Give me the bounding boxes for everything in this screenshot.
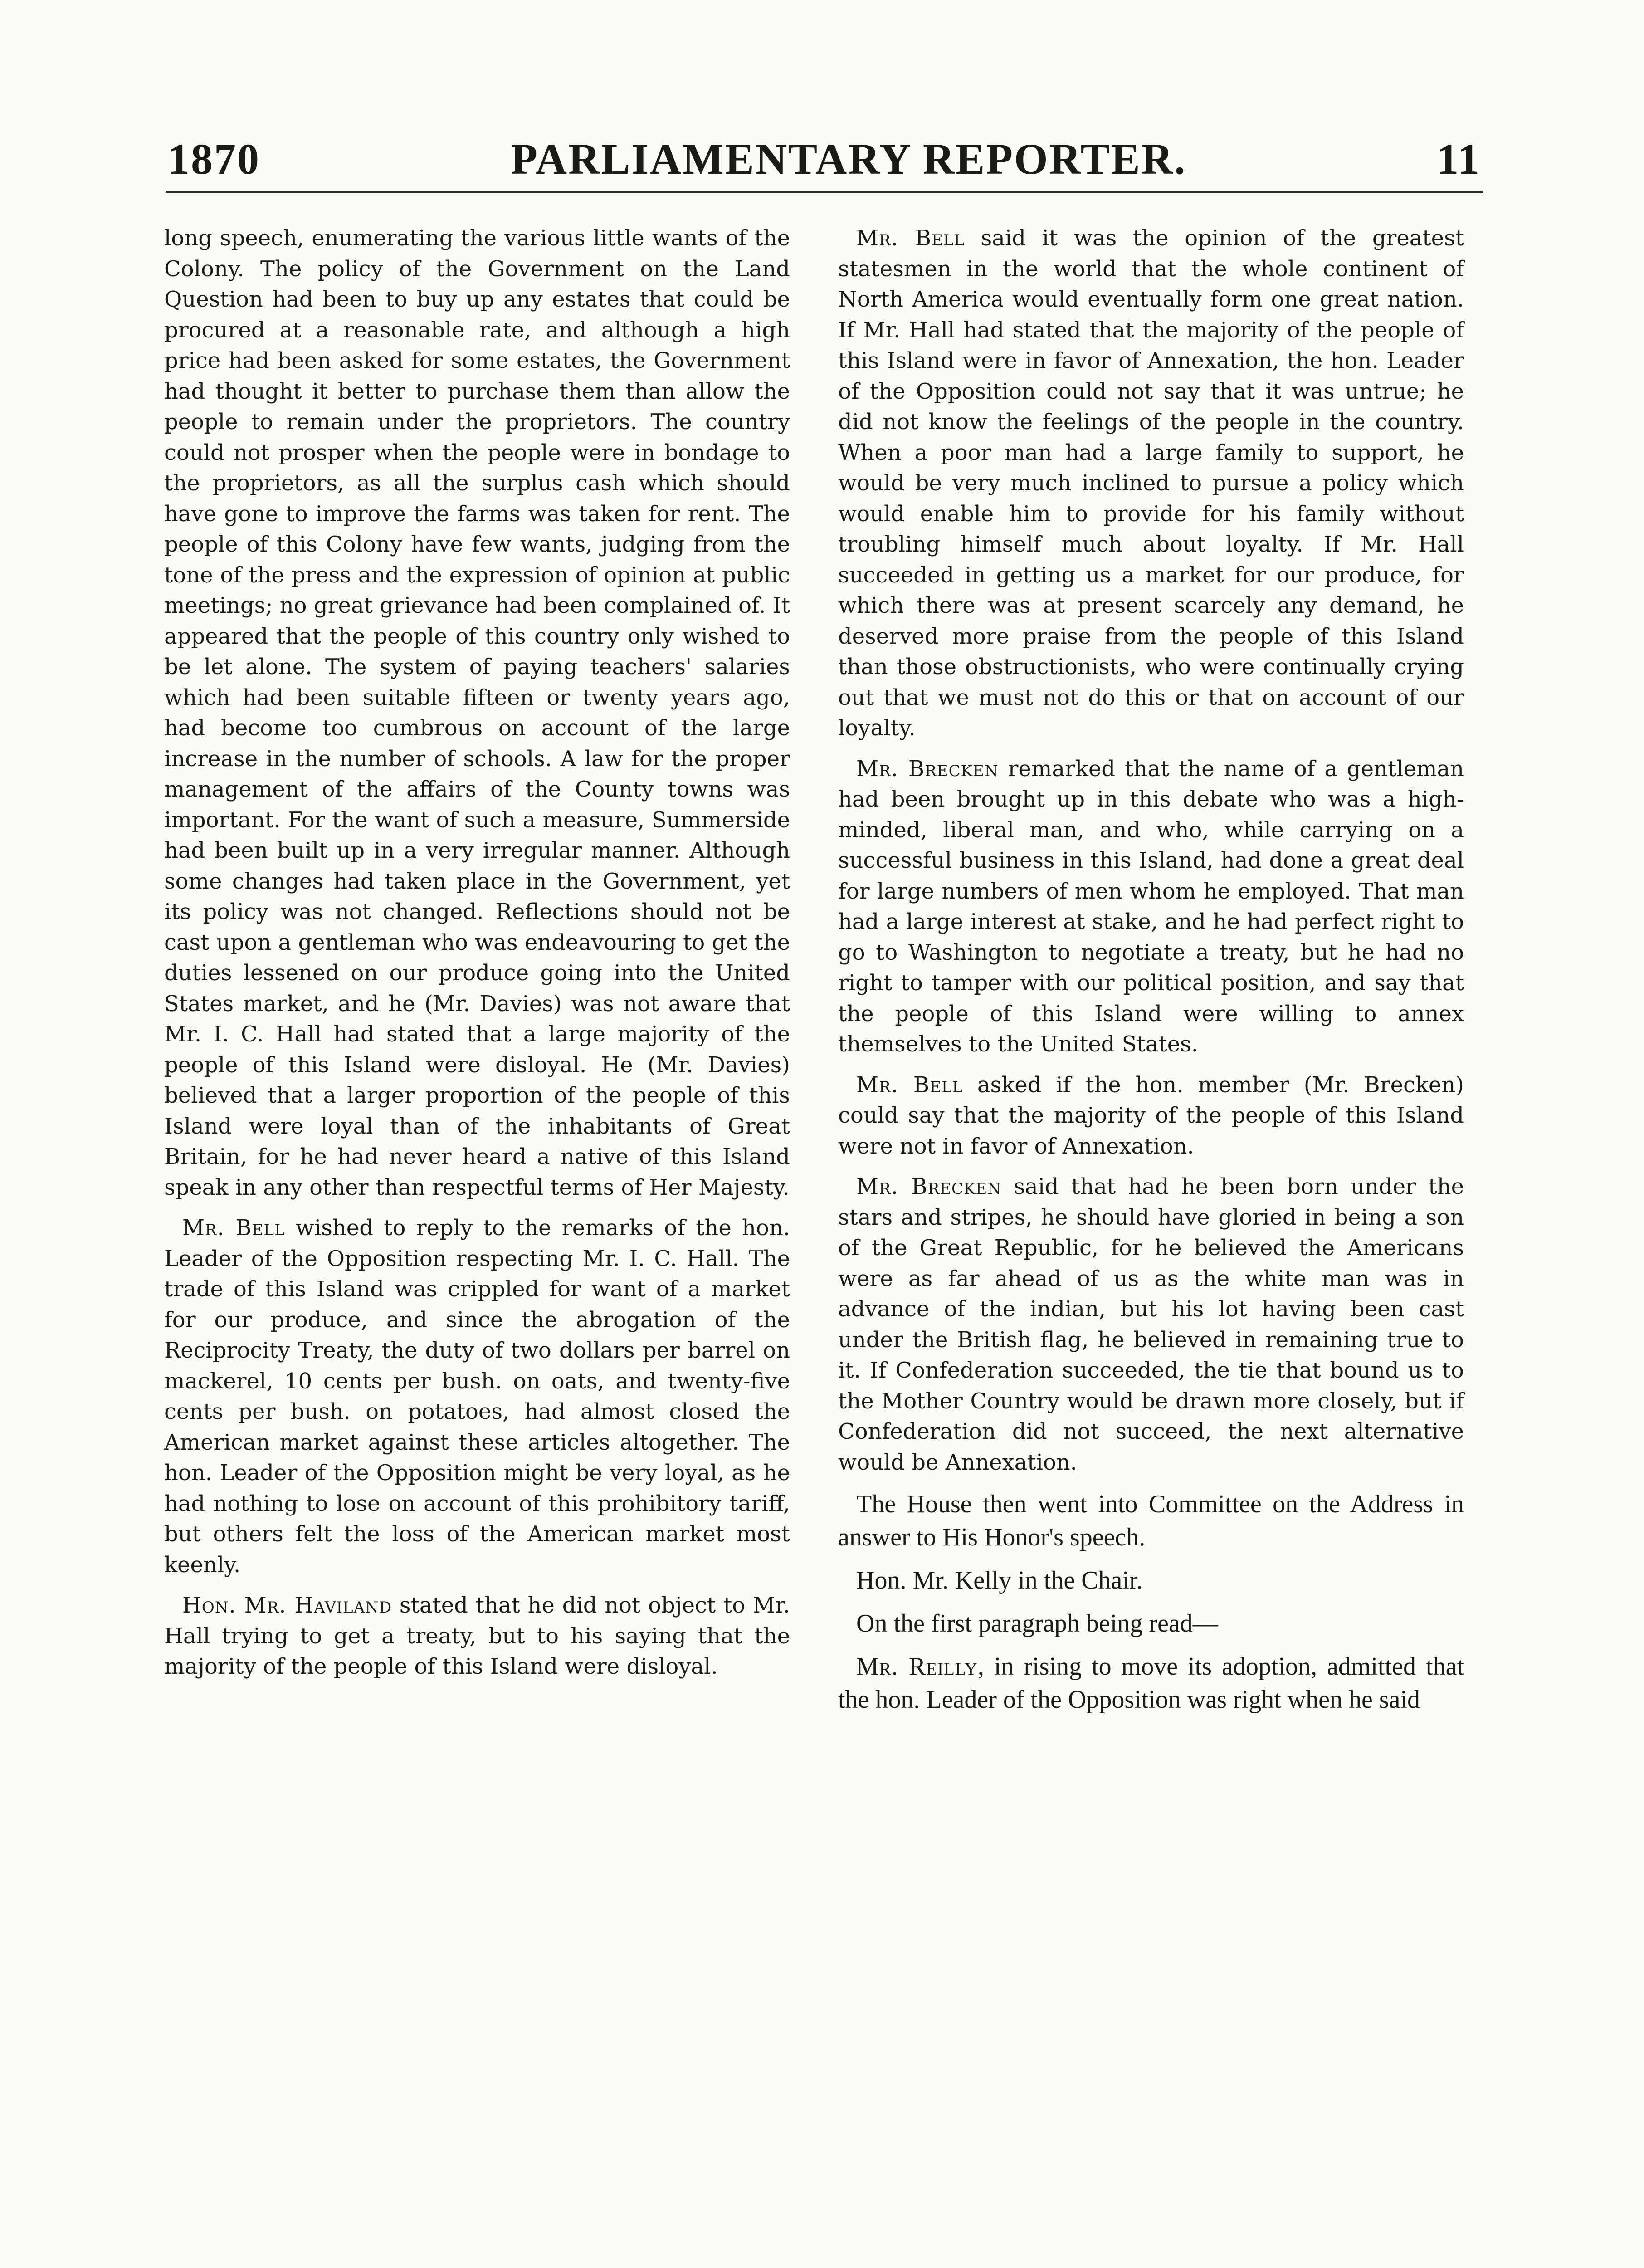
right-column xyxy=(838,223,1464,1726)
paragraph-text: stated that he did not object to Mr. Hall trying to get a treaty, but to his saying that the majority of the people of this Island were disloyal. xyxy=(164,1593,790,1679)
paragraph-bell-reply xyxy=(164,1213,790,1580)
speaker-name: Mr. Brecken xyxy=(856,756,999,782)
paragraph-reilly xyxy=(838,1650,1464,1716)
paragraph-brecken-reply xyxy=(838,1172,1464,1478)
paragraph-text: remarked that the name of a gentleman had been brought up in this debate who was a high-minded, liberal man, and who, while carrying on a successful business in this Island, had done a great deal for large numbers of men whom he employed. That man had a large interest at stake, and he had perfect right to go to Washington to negotiate a treaty, but he had no right to tamper with our political position, and say that the people of this Island were willing to annex themselves to the United States. xyxy=(838,756,1464,1057)
speaker-name: Mr. Bell xyxy=(856,225,965,251)
paragraph-text: , in rising to move its adoption, admitted that the hon. Leader of the Opposition was right when he said xyxy=(838,1652,1464,1714)
header-page-number: 11 xyxy=(1437,134,1481,183)
speaker-name: Mr. Brecken xyxy=(856,1174,1001,1199)
paragraph-haviland xyxy=(164,1590,790,1682)
header-title: PARLIAMENTARY REPORTER. xyxy=(511,134,1187,183)
paragraph-brecken-remark xyxy=(838,754,1464,1060)
paragraph-text: said it was the opinion of the greatest statesmen in the world that the whole continent of North America would eventually form one great nation. If Mr. Hall had stated that the majority of the people of this Island were in favor of Annexation, the hon. Leader of the Opposition could not say that it was untrue; he did not know the feelings of the people in the country. When a poor man had a large family to support, he would be very much inclined to pursue a policy which would enable him to provide for his family without troubling himself much about loyalty. If Mr. Hall succeeded in getting us a market for our produce, for which there was at present scarcely any demand, he deserved more praise from the people of this Island than those obstructionists, who were continually crying out that we must not do this or that on account of our loyalty. xyxy=(838,225,1464,741)
paragraph-bell-opinion xyxy=(838,223,1464,744)
header-rule xyxy=(166,191,1483,193)
speaker-name: Hon. Mr. Haviland xyxy=(182,1593,392,1618)
header-year: 1870 xyxy=(168,134,260,183)
page-header xyxy=(168,132,1481,186)
paragraph-committee: The House then went into Committee on the Address in answer to His Honor's speech. xyxy=(838,1490,1464,1551)
paragraph-bell-question xyxy=(838,1070,1464,1162)
speaker-name: Mr. Bell xyxy=(856,1072,963,1098)
speaker-name: Mr. Reilly xyxy=(856,1652,978,1681)
paragraph-chair: Hon. Mr. Kelly in the Chair. xyxy=(856,1566,1143,1594)
speaker-name: Mr. Bell xyxy=(182,1215,285,1241)
paragraph-text: said that had he been born under the stars and stripes, he should have gloried in being a son of the Great Republic, for he believed the Americans were as far ahead of us as the white man was in advance of the indian, but his lot having been cast under the British flag, he believed in remaining true to it. If Confederation succeeded, the tie that bound us to the Mother Country would be drawn more closely, but if Confederation did not succeed, the next alternative would be Annexation. xyxy=(838,1174,1464,1475)
paragraph-text: asked if the hon. member (Mr. Brecken) could say that the majority of the people of this Island were not in favor of Annexation. xyxy=(838,1072,1464,1159)
paragraph-continuation: long speech, enumerating the various little wants of the Colony. The policy of the Government on the Land Question had been to buy up any estates that could be procured at a reasonable rate, and although a high price had been asked for some estates, the Government had thought it better to purchase them than allow the people to remain under the proprietors. The country could not prosper when the people were in bondage to the proprietors, as all the surplus cash which should have gone to improve the farms was taken for rent. The people of this Colony have few wants, judging from the tone of the press and the expression of opinion at public meetings; no great grievance had been complained of. It appeared that the people of this country only wished to be let alone. The system of paying teachers' salaries which had been suitable fifteen or twenty years ago, had become too cumbrous on account of the large increase in the number of schools. A law for the proper management of the affairs of the County towns was important. For the want of such a measure, Summerside had been built up in a very irregular manner. Although some changes had taken place in the Government, yet its policy was not changed. Reflections should not be cast upon a gentleman who was endeavouring to get the duties lessened on our produce going into the United States market, and he (Mr. Davies) was not aware that Mr. I. C. Hall had stated that a large majority of the people of this Island were disloyal. He (Mr. Davies) believed that a larger proportion of the people of this Island were loyal than of the inhabitants of Great Britain, for he had never heard a native of this Island speak in any other than respectful terms of Her Majesty. xyxy=(164,225,790,1200)
paragraph-first-reading: On the first paragraph being read— xyxy=(856,1609,1218,1637)
left-column xyxy=(164,223,790,1692)
paragraph-text: wished to reply to the remarks of the hon. Leader of the Opposition respecting Mr. I. C. Hall. The trade of this Island was crippled for want of a market for our produce, and since the abrogation of the Reciprocity Treaty, the duty of two dollars per barrel on mackerel, 10 cents per bush. on oats, and twenty-five cents per bush. on potatoes, had almost closed the American market against these articles altogether. The hon. Leader of the Opposition might be very loyal, as he had nothing to lose on account of this prohibitory tariff, but others felt the loss of the American market most keenly. xyxy=(164,1215,790,1578)
